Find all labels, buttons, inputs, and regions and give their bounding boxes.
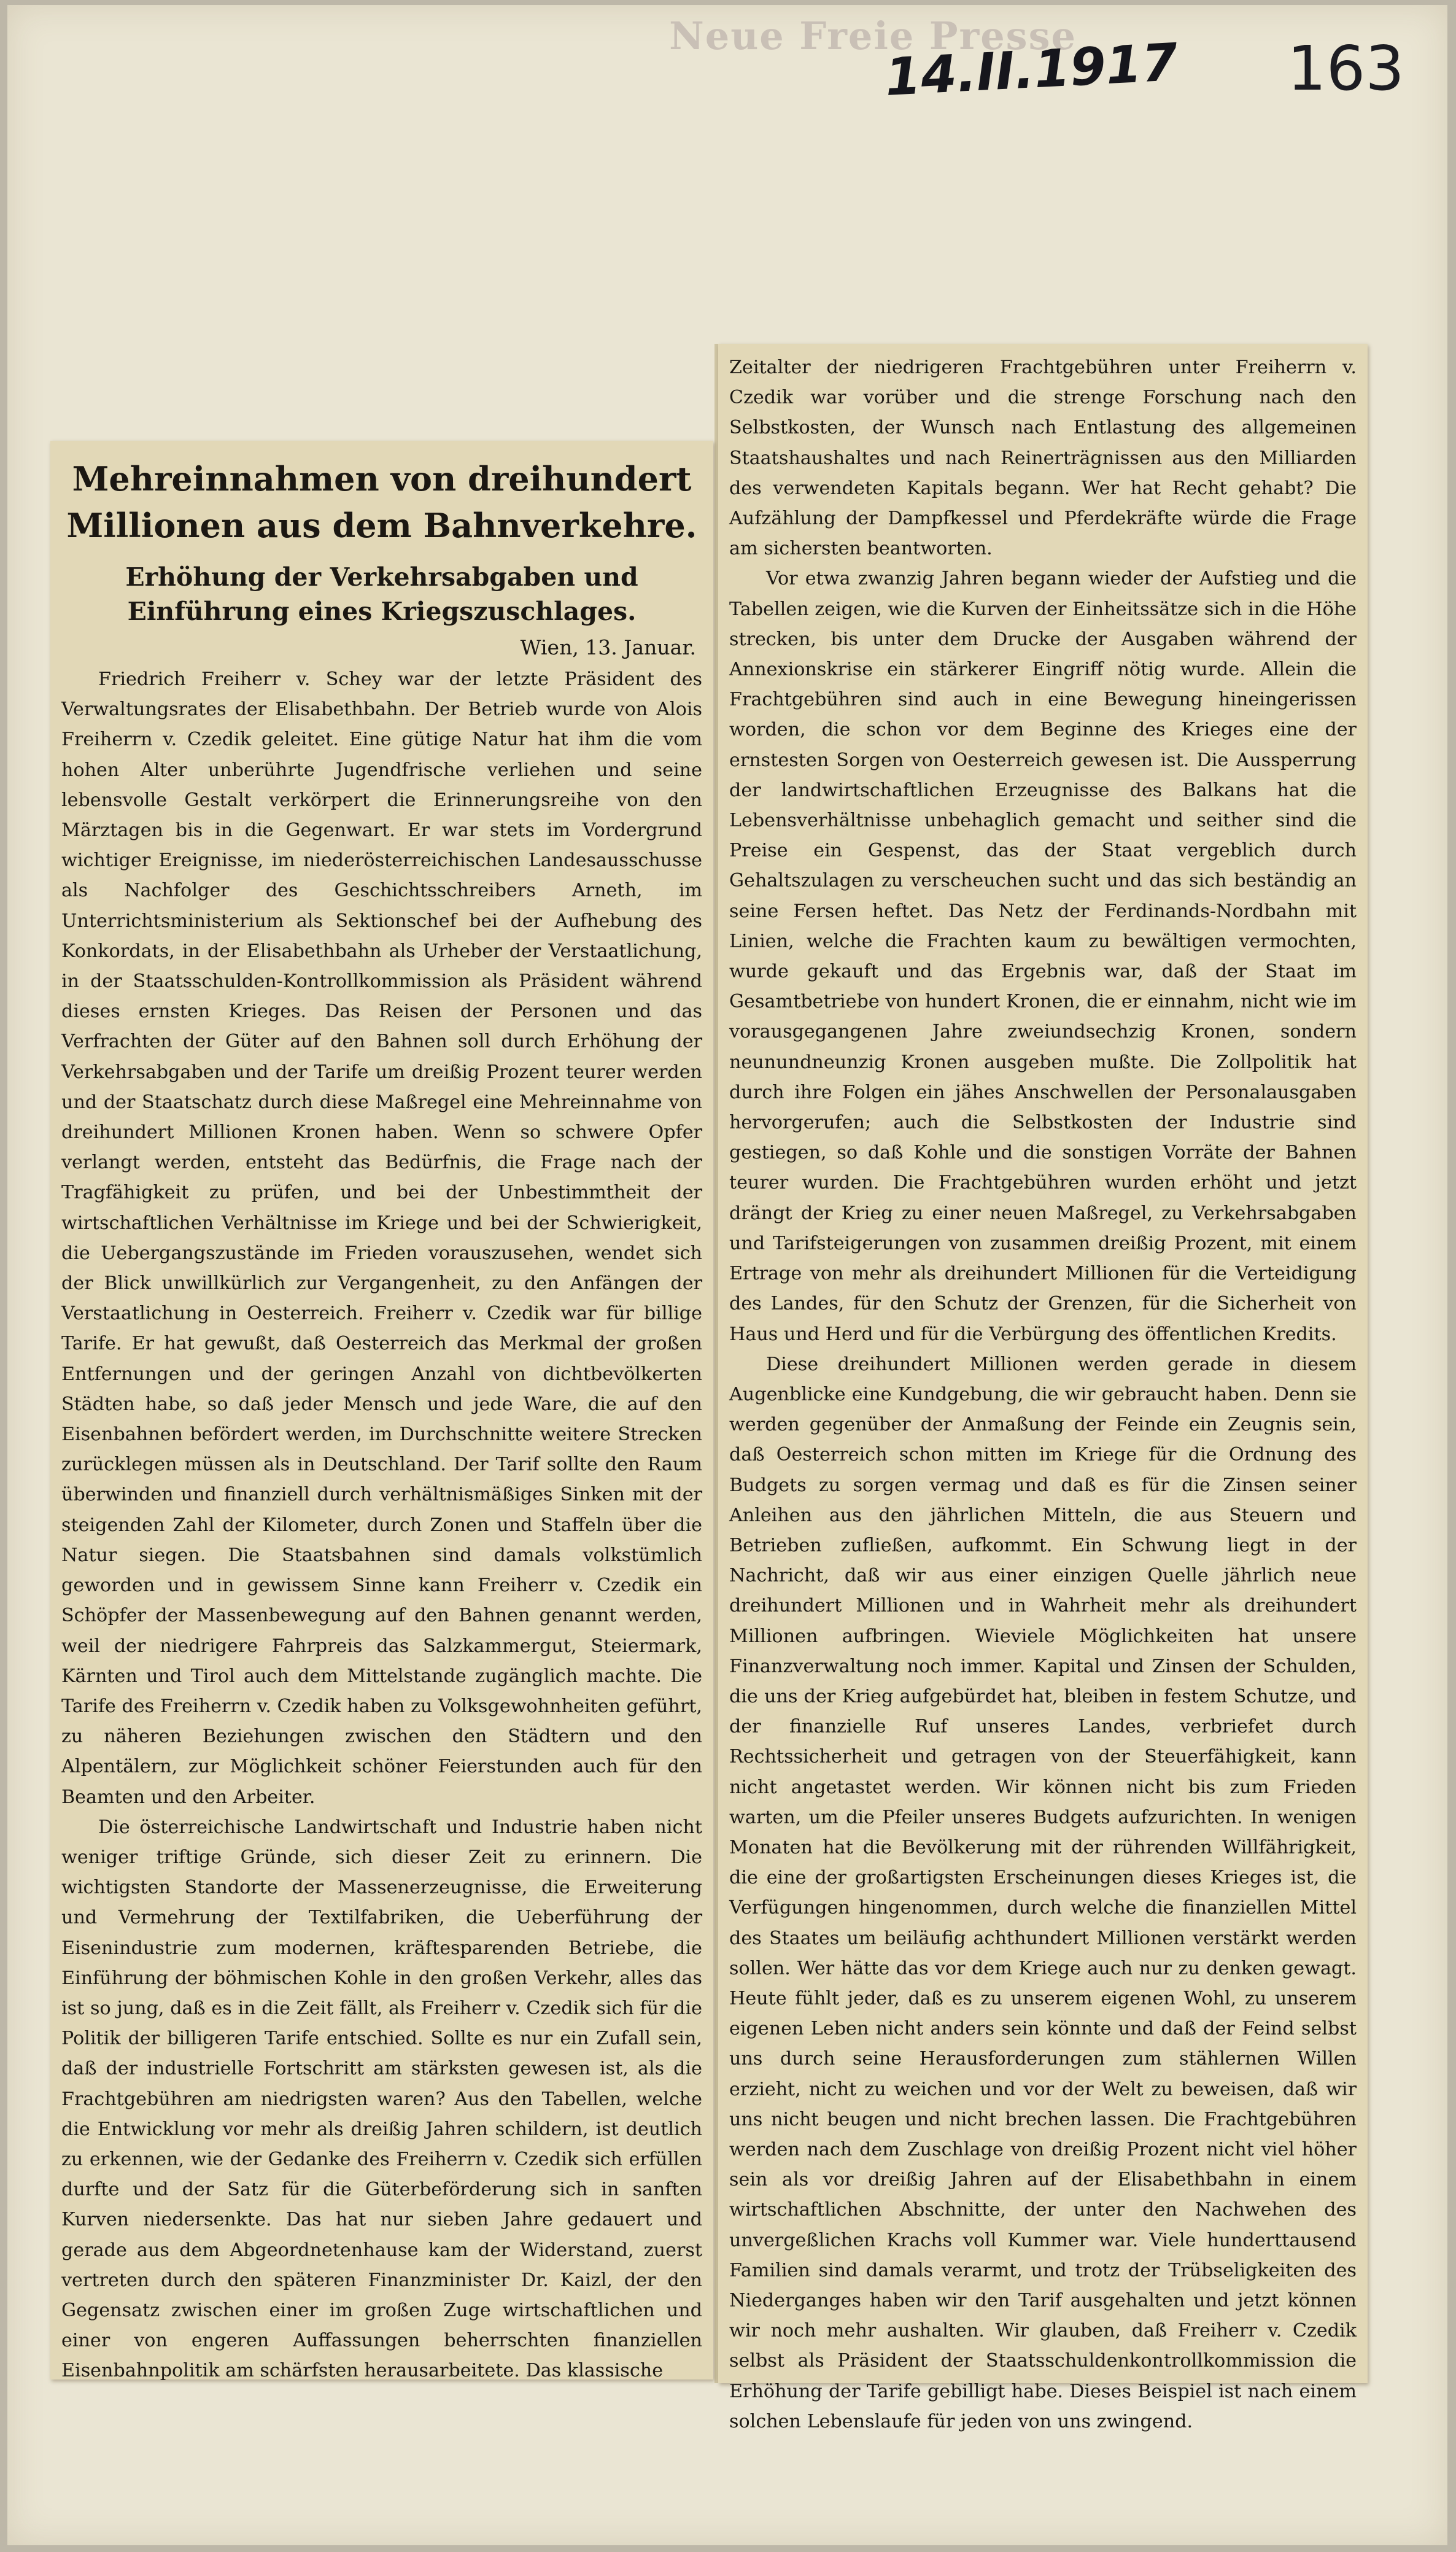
headline: Mehreinnahmen von dreihundert Millionen aus dem Bahnverkehre. [66,459,697,545]
paragraph: Diese dreihundert Millionen werden gerade in diesem Augenblicke eine Kundgebung, die wir gebraucht haben. Denn sie werden gegenüber der Anmaßung der Feinde ein Zeugnis sein, daß Oesterreich schon mitten im Kriege für die Ordnung des Budgets zu sorgen vermag und daß es für die Zinsen seiner Anleihen aus den jährlichen Mitteln, die aus Steuern und Betrieben zufließen, aufkommt. Ein Schwung liegt in der Nachricht, daß wir aus einer einzigen Quelle jährlich neue dreihundert Millionen und in Wahrheit mehr als dreihundert Millionen aufbringen. Wieviele Möglichkeiten hat unsere Finanzverwaltung noch immer. Kapital und Zinsen der Schulden, die uns der Krieg aufgebürdet hat, bleiben in festem Schutze, und der finanzielle Ruf unseres Landes, verbriefet durch Rechtssicherheit und getragen von der Steuerfähigkeit, kann nicht angetastet werden. Wir können nicht bis zum Frieden warten, um die Pfeiler unseres Budgets aufzurichten. In wenigen Monaten hat die Bevölkerung mit der rührenden Willfährigkeit, die eine der großartigsten Erscheinungen dieses Krieges ist, die Verfügungen hingenommen, durch welche die finanziellen Mittel des Staates um beiläufig achthundert Millionen verstärkt werden sollen. Wer hätte das vor dem Kriege auch nur zu denken gewagt. Heute fühlt jeder, daß es zu unserem eigenen Wohl, zu unserem eigenen Leben nicht anders sein könnte und daß der Feind selbst uns durch seine Herausforderungen zum stählernen Willen erzieht, nicht zu weichen und vor der Welt zu beweisen, daß wir uns nicht beugen und nicht brechen lassen. Die Frachtgebühren werden nach dem Zuschlage von dreißig Prozent nicht viel höher sein als vor dreißig Jahren auf der Elisabethbahn in einem wirtschaftlichen Abschnitte, der unter den Nachwehen des unvergeßlichen Krachs voll Kummer war. Viele hunderttausend Familien sind damals verarmt, und trotz der Trübseligkeiten des Niederganges haben wir den Tarif ausgehalten und jetzt können wir noch mehr aushalten. Wir glauben, daß Freiherr v. Czedik selbst als Präsident der Staatsschuldenkontrollkommission die Erhöhung der Tarife gebilligt habe. Dieses Beispiel ist nach einem solchen Lebenslaufe für jeden von uns zwingend. [729,1353,1357,2432]
dateline: Wien, 13. Januar. [520,635,696,659]
newspaper-stamp: Neue Freie Presse [669,14,1077,58]
handwritten-date: 14.II.1917 [883,32,1179,107]
paragraph: Friedrich Freiherr v. Schey war der letzte Präsident des Verwaltungsrates der Elisabethbahn. Der Betrieb wurde von Alois Freiherrn v. Czedik geleitet. Eine gütige Natur hat ihm die vom hohen Alter unberührte Jugendfrische verliehen und seine lebensvolle Gestalt verkörpert die Erinnerungsreihe von den Märztagen bis in die Gegenwart. Er war stets im Vordergrund wichtiger Ereignisse, im niederösterreichischen Landesausschusse als Nachfolger des Geschichtsschreibers Arneth, im Unterrichtsministerium als Sektionschef bei der Aufhebung des Konkordats, in der Elisabethbahn als Urheber der Verstaatlichung, in der Staatsschulden-Kontrollkommission als Präsident während dieses ernsten Krieges. Das Reisen der Personen und das Verfrachten der Güter auf den Bahnen soll durch Erhöhung der Verkehrsabgaben und der Tarife um dreißig Prozent teurer werden und der Staatschatz durch diese Maßregel eine Mehreinnahme von dreihundert Millionen Kronen haben. Wenn so schwere Opfer verlangt werden, entsteht das Bedürfnis, die Frage nach der Tragfähigkeit zu prüfen, und bei der Unbestimmtheit der wirtschaftlichen Verhältnisse im Kriege und bei der Schwierigkeit, die Uebergangszustände im Frieden vorauszusehen, wendet sich der Blick unwillkürlich zur Vergangenheit, zu den Anfängen der Verstaatlichung in Oesterreich. Freiherr v. Czedik war für billige Tarife. Er hat gewußt, daß Oesterreich das Merkmal der großen Entfernungen und der geringen Anzahl von dichtbevölkerten Städten habe, so daß jeder Mensch und jede Ware, die auf den Eisenbahnen befördert werden, im Durchschnitte weitere Strecken zurücklegen müssen als in Deutschland. Der Tarif sollte den Raum überwinden und finanziell durch verhältnismäßiges Sinken mit der steigenden Zahl der Kilometer, durch Zonen und Staffeln über die Natur siegen. Die Staatsbahnen sind damals volkstümlich geworden und in gewissem Sinne kann Freiherr v. Czedik ein Schöpfer der Massenbewegung auf den Bahnen genannt werden, weil der niedrigere Fahrpreis das Salzkammergut, Steiermark, Kärnten und Tirol auch dem Mittelstande zugänglich machte. Die Tarife des Freiherrn v. Czedik haben zu Volksgewohnheiten geführt, zu näheren Beziehungen zwischen den Städtern und den Alpentälern, zur Möglichkeit schöner Feierstunden auch für den Beamten und den Arbeiter. [61,669,703,1808]
clipping-left-column [50,441,713,2382]
subheadline: Erhöhung der Verkehrsabgaben und Einführung eines Kriegszuschlages. [125,562,638,626]
paragraph: Vor etwa zwanzig Jahren begann wieder der Aufstieg und die Tabellen zeigen, wie die Kurven der Einheitssätze sich in die Höhe strecken, bis unter dem Drucke der Ausgaben während der Annexionskrise ein stärkerer Eingriff nötig wurde. Allein die Frachtgebühren sind auch in eine Bewegung hineingerissen worden, die schon vor dem Beginne des Krieges eine der ernstesten Sorgen von Oesterreich gewesen ist. Die Aussperrung der landwirtschaftlichen Erzeugnisse des Balkans hat die Lebensverhältnisse unbehaglich gemacht und seither sind die Preise ein Gespenst, das der Staat vergeblich durch Gehaltszulagen zu verscheuchen sucht und das sich beständig an seine Fersen heftet. Das Netz der Ferdinands-Nordbahn mit Linien, welche die Frachten kaum zu bewältigen vermochten, wurde gekauft und das Ergebnis war, daß der Staat im Gesamtbetriebe von hundert Kronen, die er einnahm, nicht wie im vorausgegangenen Jahre zweiundsechzig Kronen, sondern neunundneunzig Kronen ausgeben mußte. Die Zollpolitik hat durch ihre Folgen ein jähes Anschwellen der Personalausgaben hervorgerufen; auch die Selbstkosten der Industrie sind gestiegen, so daß Kohle und die sonstigen Vorräte der Bahnen teurer wurden. Die Frachtgebühren wurden erhöht und jetzt drängt der Krieg zu einer neuen Maßregel, zu Verkehrsabgaben und Tarifsteigerungen von zusammen dreißig Prozent, mit einem Ertrage von mehr als dreihundert Millionen für die Verteidigung des Landes, für den Schutz der Grenzen, für die Sicherheit von Haus und Herd und für die Verbürgung des öffentlichen Kredits. [729,568,1357,1345]
right-column-content [729,352,1357,2432]
paragraph: Zeitalter der niedrigeren Frachtgebühren unter Freiherrn v. Czedik war vorüber und die strenge Forschung nach den Selbstkosten, der Wunsch nach Entlastung des allgemeinen Staatshaushaltes und nach Reinerträgnissen aus den Milliarden des verwendeten Kapitals begann. Wer hat Recht gehabt? Die Aufzählung der Dampfkessel und Pferdekräfte würde die Frage am sichersten beantworten. [729,357,1357,560]
left-column-content [61,449,703,2382]
paragraph: Die österreichische Landwirtschaft und Industrie haben nicht weniger triftige Gründe, sich dieser Zeit zu erinnern. Die wichtigsten Standorte der Massenerzeugnisse, die Erweiterung und Vermehrung der Textilfabriken, die Ueberführung der Eisenindustrie zum modernen, kräftesparenden Betriebe, die Einführung der böhmischen Kohle in den großen Verkehr, alles das ist so jung, daß es in die Zeit fällt, als Freiherr v. Czedik sich für die Politik der billigeren Tarife entschied. Sollte es nur ein Zufall sein, daß der industrielle Fortschritt am stärksten gewesen ist, als die Frachtgebühren am niedrigsten waren? Aus den Tabellen, welche die Entwicklung vor mehr als dreißig Jahren schildern, ist deutlich zu erkennen, wie der Gedanke des Freiherrn v. Czedik sich erfüllen durfte und der Satz für die Güterbeförderung sich in sanften Kurven niedersenkte. Das hat nur sieben Jahre gedauert und gerade aus dem Abgeordnetenhause kam der Widerstand, zuerst vertreten durch den späteren Finanzminister Dr. Kaizl, der den Gegensatz zwischen einer im großen Zuge wirtschaftlichen und einer von engeren Auffassungen beherrschten finanziellen Eisenbahnpolitik am schärfsten herausarbeitete. Das klassische [61,1816,702,2382]
clipping-right-column [718,344,1368,2432]
handwritten-page-number: 163 [1287,33,1404,104]
